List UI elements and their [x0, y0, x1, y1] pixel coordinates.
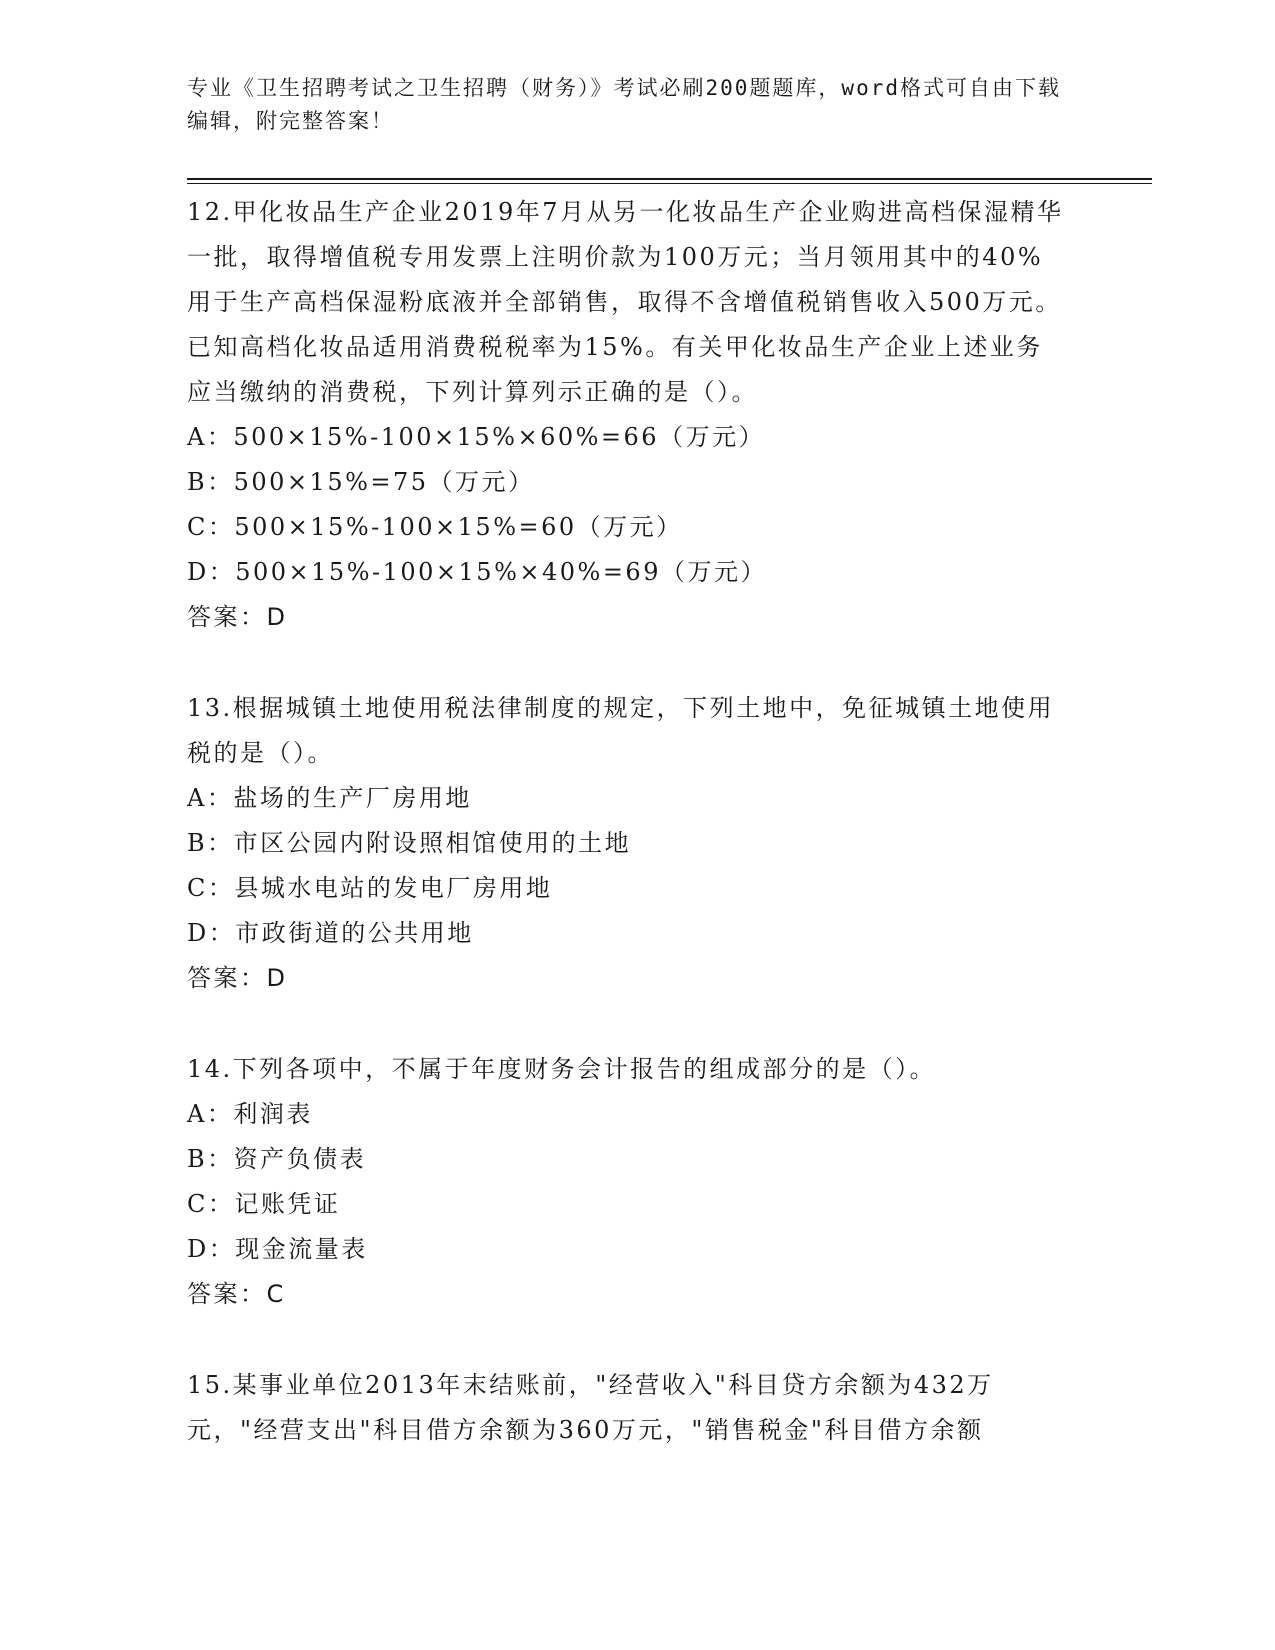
- option-b: B：500×15%=75（万元）: [187, 468, 535, 496]
- answer-line: 答案：C: [187, 1280, 286, 1308]
- question-12: [187, 190, 1087, 640]
- answer-line: 答案：D: [187, 603, 288, 631]
- question-spacer: [187, 640, 1087, 686]
- header-divider-thick: [187, 178, 1152, 180]
- question-text: 15.某事业单位2013年末结账前，"经营收入"科目贷方余额为432万元，"经营支出"科目借方余额为360万元，"销售税金"科目借方余额: [187, 1371, 994, 1444]
- question-spacer: [187, 1001, 1087, 1047]
- option-b: B：资产负债表: [187, 1145, 367, 1173]
- option-c: C：500×15%-100×15%=60（万元）: [187, 513, 683, 541]
- option-c: C：记账凭证: [187, 1190, 341, 1218]
- question-list: [187, 190, 1087, 1453]
- question-14: [187, 1047, 1087, 1317]
- document-header: 专业《卫生招聘考试之卫生招聘（财务）》考试必刷200题题库，word格式可自由下载编辑，附完整答案！: [187, 76, 1061, 133]
- question-text: 12.甲化妆品生产企业2019年7月从另一化妆品生产企业购进高档保湿精华一批，取得增值税专用发票上注明价款为100万元；当月领用其中的40%用于生产高档保湿粉底液并全部销售，取得不含增值税销售收入500万元。已知高档化妆品适用消费税税率为15%。有关甲化妆品生产企业上述业务应当缴纳的消费税，下列计算列示正确的是（）。: [187, 198, 1064, 406]
- option-d: D：500×15%-100×15%×40%=69（万元）: [187, 558, 767, 586]
- option-a: A：500×15%-100×15%×60%=66（万元）: [187, 423, 766, 451]
- header-divider-thin: [187, 183, 1152, 184]
- option-c: C：县城水电站的发电厂房用地: [187, 874, 553, 902]
- answer-line: 答案：D: [187, 964, 288, 992]
- question-15: [187, 1363, 1087, 1453]
- option-a: A：利润表: [187, 1100, 313, 1128]
- option-d: D：市政街道的公共用地: [187, 919, 474, 947]
- question-spacer: [187, 1317, 1087, 1363]
- option-b: B：市区公园内附设照相馆使用的土地: [187, 829, 632, 857]
- question-text: 14.下列各项中，不属于年度财务会计报告的组成部分的是（）。: [187, 1055, 937, 1083]
- question-13: [187, 686, 1087, 1001]
- option-a: A：盐场的生产厂房用地: [187, 784, 472, 812]
- option-d: D：现金流量表: [187, 1235, 368, 1263]
- question-text: 13.根据城镇土地使用税法律制度的规定，下列土地中，免征城镇土地使用税的是（）。: [187, 694, 1055, 767]
